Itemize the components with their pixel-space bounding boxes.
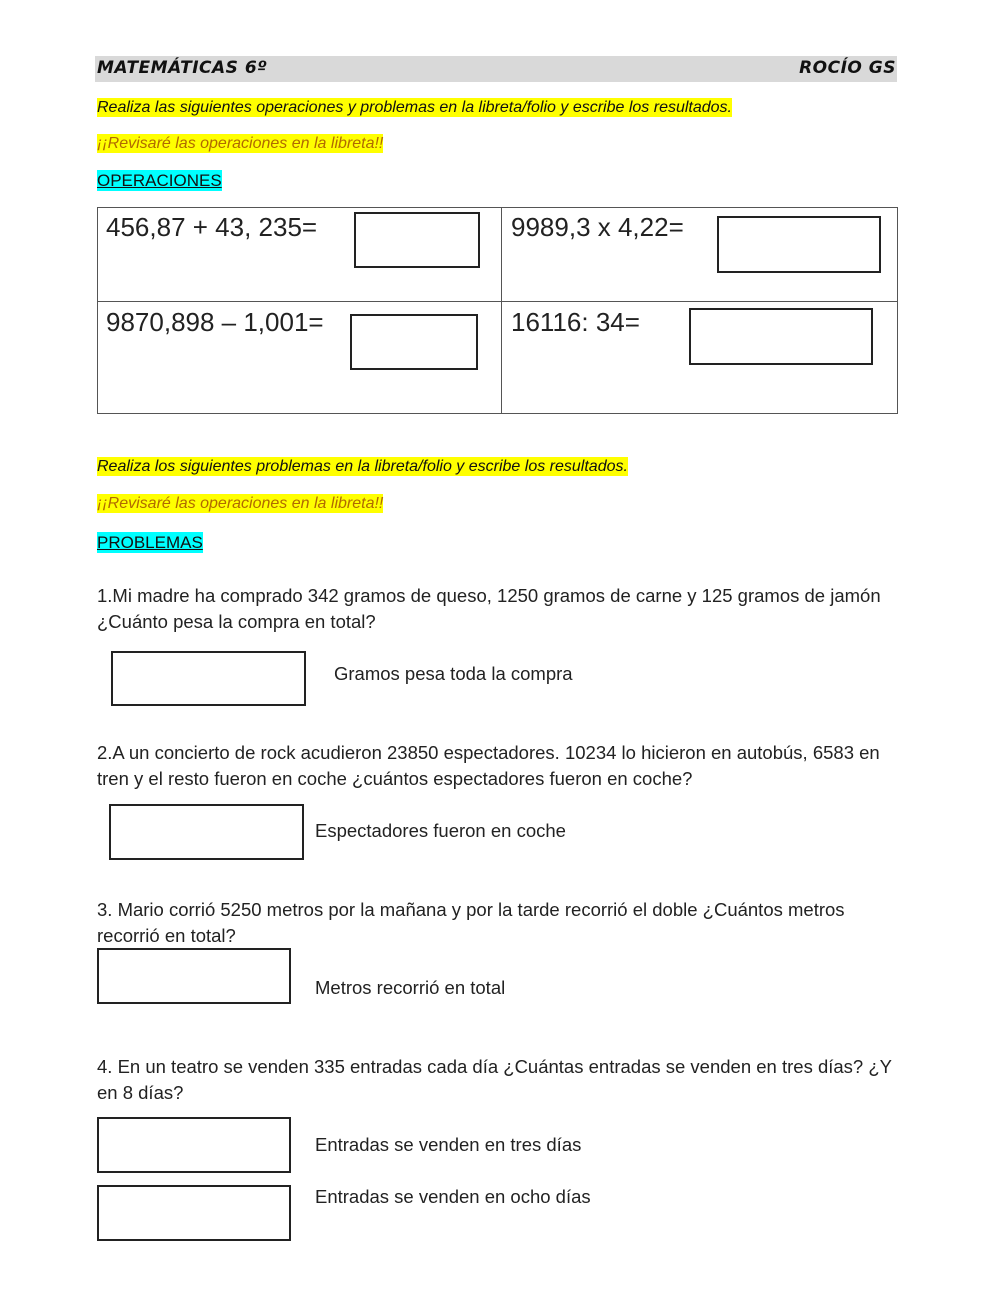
- table-divider-horizontal: [97, 301, 898, 302]
- problem-2-answer-label: Espectadores fueron en coche: [315, 820, 566, 841]
- problem-1-text: 1.Mi madre ha comprado 342 gramos de queso, 1250 gramos de carne y 125 gramos de jamón ¿Cuánto pesa la compra en total?: [97, 585, 881, 632]
- operation-4: 16116: 34=: [511, 307, 640, 337]
- problems-instruction-text: Realiza los siguientes problemas en la libreta/folio y escribe los resultados.: [97, 458, 628, 475]
- problems-heading: PROBLEMAS: [97, 533, 203, 552]
- subject-title: MATEMÁTICAS 6º: [97, 58, 268, 78]
- problem-3-answer-box[interactable]: [97, 948, 291, 1004]
- problem-4-answer-label-1: Entradas se venden en tres días: [315, 1134, 582, 1155]
- operation-3-answer-box[interactable]: [350, 314, 478, 370]
- problem-4-answer-label-2: Entradas se venden en ocho días: [315, 1186, 591, 1207]
- problem-2-text: 2.A un concierto de rock acudieron 23850 espectadores. 10234 lo hicieron en autobús, 6583 en tren y el resto fueron en coche ¿cuántos espectadores fueron en coche?: [97, 742, 880, 789]
- problem-1-answer-box[interactable]: [111, 651, 306, 706]
- author-name: ROCÍO GS: [799, 58, 896, 78]
- problem-4-answer-box-2[interactable]: [97, 1185, 291, 1241]
- operation-1-answer-box[interactable]: [354, 212, 480, 268]
- operation-1: 456,87 + 43, 235=: [106, 212, 318, 242]
- problem-2-answer-box[interactable]: [109, 804, 304, 860]
- table-divider-vertical: [501, 207, 502, 414]
- problem-3-text: 3. Mario corrió 5250 metros por la mañana y por la tarde recorrió el doble ¿Cuántos metros recorrió en total?: [97, 899, 845, 946]
- operation-3: 9870,898 – 1,001=: [106, 307, 324, 337]
- operation-2-answer-box[interactable]: [717, 216, 881, 273]
- operation-2: 9989,3 x 4,22=: [511, 212, 684, 242]
- problem-4-answer-box-1[interactable]: [97, 1117, 291, 1173]
- operations-heading: OPERACIONES: [97, 171, 222, 190]
- problems-review-note: ¡¡Revisaré las operaciones en la libreta!!: [97, 495, 384, 512]
- problem-1-answer-label: Gramos pesa toda la compra: [334, 663, 573, 684]
- instruction-text: Realiza las siguientes operaciones y problemas en la libreta/folio y escribe los resultados.: [97, 99, 732, 116]
- operation-4-answer-box[interactable]: [689, 308, 873, 365]
- problem-4-text: 4. En un teatro se venden 335 entradas cada día ¿Cuántas entradas se venden en tres días? ¿Y en 8 días?: [97, 1056, 892, 1103]
- review-note: ¡¡Revisaré las operaciones en la libreta!!: [97, 135, 384, 152]
- problem-3-answer-label: Metros recorrió en total: [315, 977, 506, 998]
